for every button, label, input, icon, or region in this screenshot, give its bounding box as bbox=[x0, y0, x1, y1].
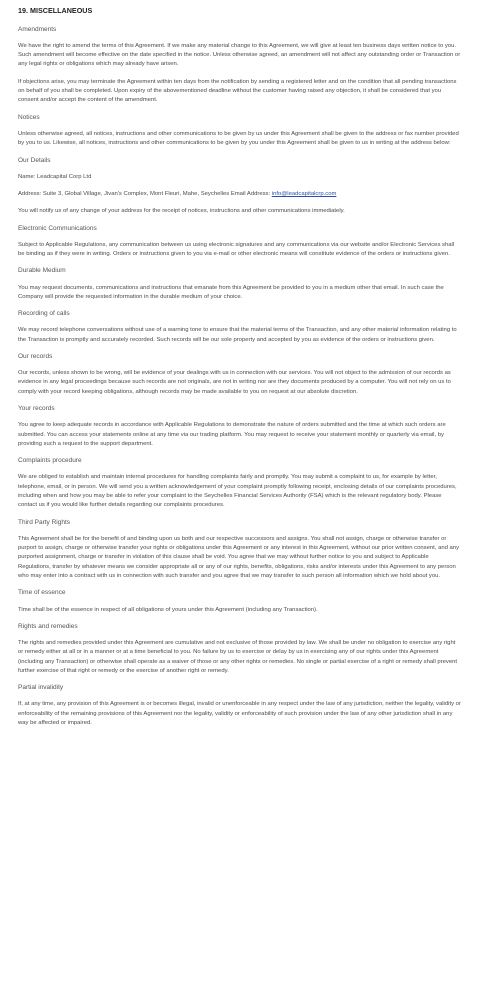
heading-complaints-procedure: Complaints procedure bbox=[18, 457, 82, 465]
paragraph-your-records: You agree to keep adequate records in accordance with Applicable Regulations to demonstrate the nature of orders submitted and the time at which such orders are submitted. You can access your statements online at any time via our trading platform. You may request to receive your statement monthly or quarterly via email, by providing such a request to the support department. bbox=[18, 422, 446, 447]
heading-your-records: Your records bbox=[18, 405, 55, 413]
paragraph-third-party-rights: This Agreement shall be for the benefit of and binding upon us both and our respective successors and assigns. You shall not assign, charge or otherwise transfer or purport to assign, charge or otherwise transfer your rights or obligations under this Agreement or any interest in this Agreement, without our prior written consent, and any purported assignment, charge or transfer in violation of this clause shall be void. You agree that we may without further notice to you and subject to Applicable Regulations, transfer by whatever means we consider appropriate all or any of our rights, benefits, obligations, risks and/or interests under this Agreement to any person who may enter into a contract with us in connection with such transfer and you agree that we may transfer to such person all information which we hold about you. bbox=[18, 535, 460, 580]
heading-our-details: Our Details bbox=[18, 156, 51, 164]
heading-rights-and-remedies: Rights and remedies bbox=[18, 622, 78, 630]
section-title: 19. MISCELLANEOUS bbox=[18, 6, 93, 15]
heading-time-of-essence: Time of essence bbox=[18, 589, 66, 597]
heading-amendments: Amendments bbox=[18, 25, 57, 33]
paragraph-rights-and-remedies: The rights and remedies provided under this Agreement are cumulative and not exclusive of those provided by law. We shall be under no obligation to exercise any right or remedy either at all or in a manner or at a time beneficial to you. No failure by us to exercise or delay by us in exercising any of our rights under this Agreement (including any Transaction) or otherwise shall operate as a waiver of those or any other rights or remedies. No single or partial exercise of a right or remedy shall prevent further exercise of that right or remedy or the exercise of another right or remedy. bbox=[18, 639, 458, 674]
paragraph-our-details: You will notify us of any change of your address for the receipt of notices, instructions and other communications immediately. bbox=[18, 208, 345, 215]
paragraph-complaints-procedure: We are obliged to establish and maintain internal procedures for handling complaints fairly and promptly. You may submit a complaint to us, for example by letter, telephone, email, or in person. We will send you a written acknowledgement of your complaint promptly following receipt, enclosing details of our complaints procedures, including when and how you may be able to refer your complaint to the Seychelles Financial Services Authority (FSA) which is the relevant regulatory body. Please contact us if you would like further details regarding our complaints procedures. bbox=[18, 474, 457, 509]
paragraph-electronic-communications: Subject to Applicable Regulations, any communication between us using electronic signatures and any communications via our website and/or Electronic Services shall be binding as if they were in writing. Orders or instructions given to you via e-mail or other electronic means will constitute evidence of the orders or instructions given. bbox=[18, 241, 455, 258]
heading-notices: Notices bbox=[18, 113, 40, 121]
paragraph-durable-medium: You may request documents, communications and instructions that emanate from this Agreement be provided to you in a medium other that email. In such case the Company will provide the requested information in the durable medium of your choice. bbox=[18, 284, 444, 300]
paragraph-partial-invalidity: If, at any time, any provision of this Agreement is or becomes illegal, invalid or unenforceable in any respect under the law of any jurisdiction, neither the legality, validity or enforceability of the remaining provisions of this Agreement nor the legality, validity or enforceability of such provision under the law of any other jurisdiction shall in any way be affected or impaired. bbox=[18, 701, 461, 727]
email-link[interactable]: info@leadcapitalcrp.com bbox=[271, 190, 337, 197]
document-body bbox=[18, 26, 462, 729]
paragraph-time-of-essence: Time shall be of the essence in respect of all obligations of yours under this Agreement (including any Transaction). bbox=[18, 606, 318, 613]
paragraph-recording-of-calls: We may record telephone conversations without use of a warning tone to ensure that the material terms of the Transaction, and any other material information relating to the Transaction is promptly and accurately recorded. Such records will be our sole property and accepted by you as evidence of the orders or instructions given. bbox=[18, 327, 457, 343]
paragraph-our-details: Name: Leadcapital Corp Ltd bbox=[18, 173, 92, 180]
address-text: Address: Suite 3, Global Village, Jivan's Complex, Mont Fleuri, Mahe, Seychelles Email Address: bbox=[18, 190, 272, 197]
heading-partial-invalidity: Partial invalidity bbox=[18, 684, 64, 692]
heading-recording-of-calls: Recording of calls bbox=[18, 310, 70, 318]
heading-third-party-rights: Third Party Rights bbox=[18, 518, 71, 526]
heading-electronic-communications: Electronic Communications bbox=[18, 224, 97, 232]
paragraph-our-records: Our records, unless shown to be wrong, will be evidence of your dealings with us in connection with our services. You will not object to the admission of our records as evidence in any legal proceedings because such records are not originals, are not in writing nor are they documents produced by a computer. You will not rely on us to comply with your record keeping obligations, although records may be made available to you on request at our absolute discretion. bbox=[18, 370, 451, 395]
paragraph-notices: Unless otherwise agreed, all notices, instructions and other communications to be given by us under this Agreement shall be given to the address or fax number provided by you to us. Likewise, all notices, instructions and other communications to be given by you under this Agreement shall be given to us in writing at the address below: bbox=[18, 130, 459, 147]
heading-our-records: Our records bbox=[18, 352, 53, 360]
paragraph-amendments: We have the right to amend the terms of this Agreement. If we make any material change to this Agreement, we will give at least ten business days written notice to you. Such amendment will become effective on the date specified in the notice. Unless otherwise agreed, an amendment will not affect any outstanding order or Transaction or any legal rights or obligations which may already have arisen. bbox=[18, 42, 461, 68]
paragraph-our-details bbox=[18, 190, 462, 199]
paragraph-amendments: If objections arise, you may terminate the Agreement within ten days from the notification by sending a registered letter and on the condition that all pending transactions on behalf of you shall be completed. Upon expiry of the abovementioned deadline without the customer having raised any objection, it shall be considered that you consent and/or accept the content of the amendment. bbox=[18, 78, 457, 104]
heading-durable-medium: Durable Medium bbox=[18, 267, 66, 275]
